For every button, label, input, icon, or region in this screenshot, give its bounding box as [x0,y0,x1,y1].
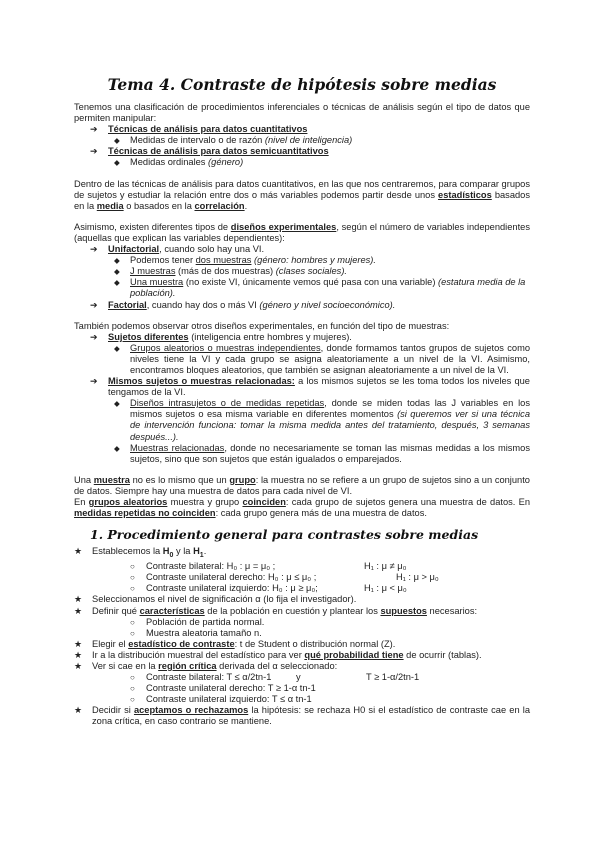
list-item: ◆ Podemos tener dos muestras (género: hombres y mujeres). [114,255,376,266]
star-bullet-icon: ★ [74,638,83,649]
star-bullet-icon: ★ [74,660,83,671]
list-item: ➔ Unifactorial, cuando solo hay una VI. [90,244,265,255]
list-item: ➔ Factorial, cuando hay dos o más VI (género y nivel socioeconómico). [90,299,396,310]
list-item: ○ Contraste unilateral derecho: T ≥ 1-α tn-1 [130,683,316,694]
list-item: ◆ Muestras relacionadas, donde no necesariamente se toman las mismas medidas a los mismos sujetos, sino que son sujetos que están igualados o emparejados. [114,442,530,464]
arrow-right-icon: ➔ [90,146,98,157]
circle-bullet-icon: ○ [130,695,135,705]
list-item: ○ Contraste unilateral izquierdo: T ≤ α tn-1 [130,694,312,705]
arrow-right-icon: ➔ [90,331,98,342]
paragraph: Dentro de las técnicas de análisis para datos cuantitativos, en las que nos centraremos, para comparar grupos de sujetos y estudiar la relación entre dos o más variables podemos partir desde unos estadísticos basados en la media o basados en la correlación. [74,178,530,211]
star-bullet-icon: ★ [74,605,83,616]
section-heading: 1. Procedimiento general para contrastes sobre medias [90,527,479,543]
arrow-right-icon: ➔ [90,376,98,387]
list-item: ○ Contraste unilateral izquierdo: H₀ : μ ≥ μ₀; H₁ : μ < μ₀ [130,583,407,594]
diamond-bullet-icon: ◆ [114,158,120,168]
circle-bullet-icon: ○ [130,617,135,627]
circle-bullet-icon: ○ [130,573,135,583]
list-item: ○ Contraste unilateral derecho: H₀ : μ ≤ μ₀ ; H₁ : μ > μ₀ [130,572,439,583]
list-item: ★ Decidir si aceptamos o rechazamos la hipótesis: se rechaza H0 si el estadístico de contraste cae en la zona crítica, en caso contrario se mantiene. [74,705,530,727]
star-bullet-icon: ★ [74,546,83,557]
list-item: ★ Definir qué características de la población en cuestión y plantear los supuestos necesarios: [74,605,478,616]
list-item: ➔ Técnicas de análisis para datos semicuantitativos [90,146,329,157]
star-bullet-icon: ★ [74,594,83,605]
list-item: ◆ Medidas de intervalo o de razón (nivel de inteligencia) [114,135,353,146]
list-item: ○ Contraste bilateral: T ≤ α/2tn-1 y T ≥ 1-α/2tn-1 [130,672,420,683]
diamond-bullet-icon: ◆ [114,278,120,288]
list-item: ➔ Técnicas de análisis para datos cuantitativos [90,124,308,135]
list-item: ★ Seleccionamos el nivel de significación α (lo fija el investigador). [74,594,357,605]
arrow-right-icon: ➔ [90,244,98,255]
document-page [74,76,530,728]
circle-bullet-icon: ○ [130,673,135,683]
diamond-bullet-icon: ◆ [114,256,120,266]
paragraph: En grupos aleatorios muestra y grupo coinciden: cada grupo de sujetos genera una muestra de datos. En medidas repetidas no coinciden: cada grupo genera más de una muestra de datos. [74,497,530,519]
list-item: ◆ Grupos aleatorios o muestras independientes, donde formamos tantos grupos de sujetos como niveles tiene la VI y cada grupo se asigna aleatoriamente a un nivel de la VI. Asimismo, encontramos bloques aleatorios, que también se asignan aleatoriamente a un nivel de la VI. [114,342,530,375]
arrow-right-icon: ➔ [90,299,98,310]
list-item: ★ Ir a la distribución muestral del estadístico para ver qué probabilidad tiene de ocurrir (tablas). [74,649,482,660]
list-item: ➔ Mismos sujetos o muestras relacionadas: a los mismos sujetos se les toma todos los niveles que tengamos de la VI. [90,376,530,398]
paragraph: Una muestra no es lo mismo que un grupo: la muestra no se refiere a un grupo de sujetos sino a un conjunto de datos. Siempre hay una muestra de datos para cada nivel de VI. [74,474,530,496]
diamond-bullet-icon: ◆ [114,443,120,453]
list-item: ○ Muestra aleatoria tamaño n. [130,627,262,638]
list-item: ★ Elegir el estadístico de contraste: t de Student o distribución normal (Z). [74,638,396,649]
diamond-bullet-icon: ◆ [114,343,120,353]
list-item: ◆ Medidas ordinales (género) [114,157,244,168]
star-bullet-icon: ★ [74,705,83,716]
star-bullet-icon: ★ [74,649,83,660]
list-item: ○ Población de partida normal. [130,616,265,627]
intro-paragraph: Tenemos una clasificación de procedimientos inferenciales o técnicas de análisis según el tipo de datos que permiten manipular: [74,102,530,124]
circle-bullet-icon: ○ [130,584,135,594]
diamond-bullet-icon: ◆ [114,136,120,146]
list-item: ➔ Sujetos diferentes (inteligencia entre hombres y mujeres). [90,331,352,342]
circle-bullet-icon: ○ [130,562,135,572]
list-item: ◆ Una muestra (no existe VI, únicamente vemos qué pasa con una variable) (estatura media de la población). [114,277,526,299]
arrow-right-icon: ➔ [90,124,98,135]
paragraph: También podemos observar otros diseños experimentales, en función del tipo de muestras: [74,320,450,331]
circle-bullet-icon: ○ [130,628,135,638]
list-item: ★ Ver si cae en la región crítica derivada del α seleccionado: [74,660,338,671]
list-item: ★ Establecemos la $H_0$ y la $H_1$. [74,546,207,560]
list-item: ○ Contraste bilateral: H₀ : μ = μ₀ ; H₁ : μ ≠ μ₀ [130,561,407,572]
diamond-bullet-icon: ◆ [114,267,120,277]
list-item: ◆ J muestras (más de dos muestras) (clases sociales). [114,266,348,277]
circle-bullet-icon: ○ [130,684,135,694]
page-title: Tema 4. Contraste de hipótesis sobre medias [107,75,497,94]
list-item: ◆ Diseños intrasujetos o de medidas repetidas, donde se miden todas las J variables en los mismos sujetos o esa misma variable en diferentes momentos (si queremos ver si una técnica de intervención funciona: tomar la misma medida antes del tratamiento, después, 3 semanas después...). [114,398,530,442]
diamond-bullet-icon: ◆ [114,399,120,409]
paragraph: Asimismo, existen diferentes tipos de diseños experimentales, según el número de variables independientes (aquellas que explican las variables dependientes): [74,221,530,243]
